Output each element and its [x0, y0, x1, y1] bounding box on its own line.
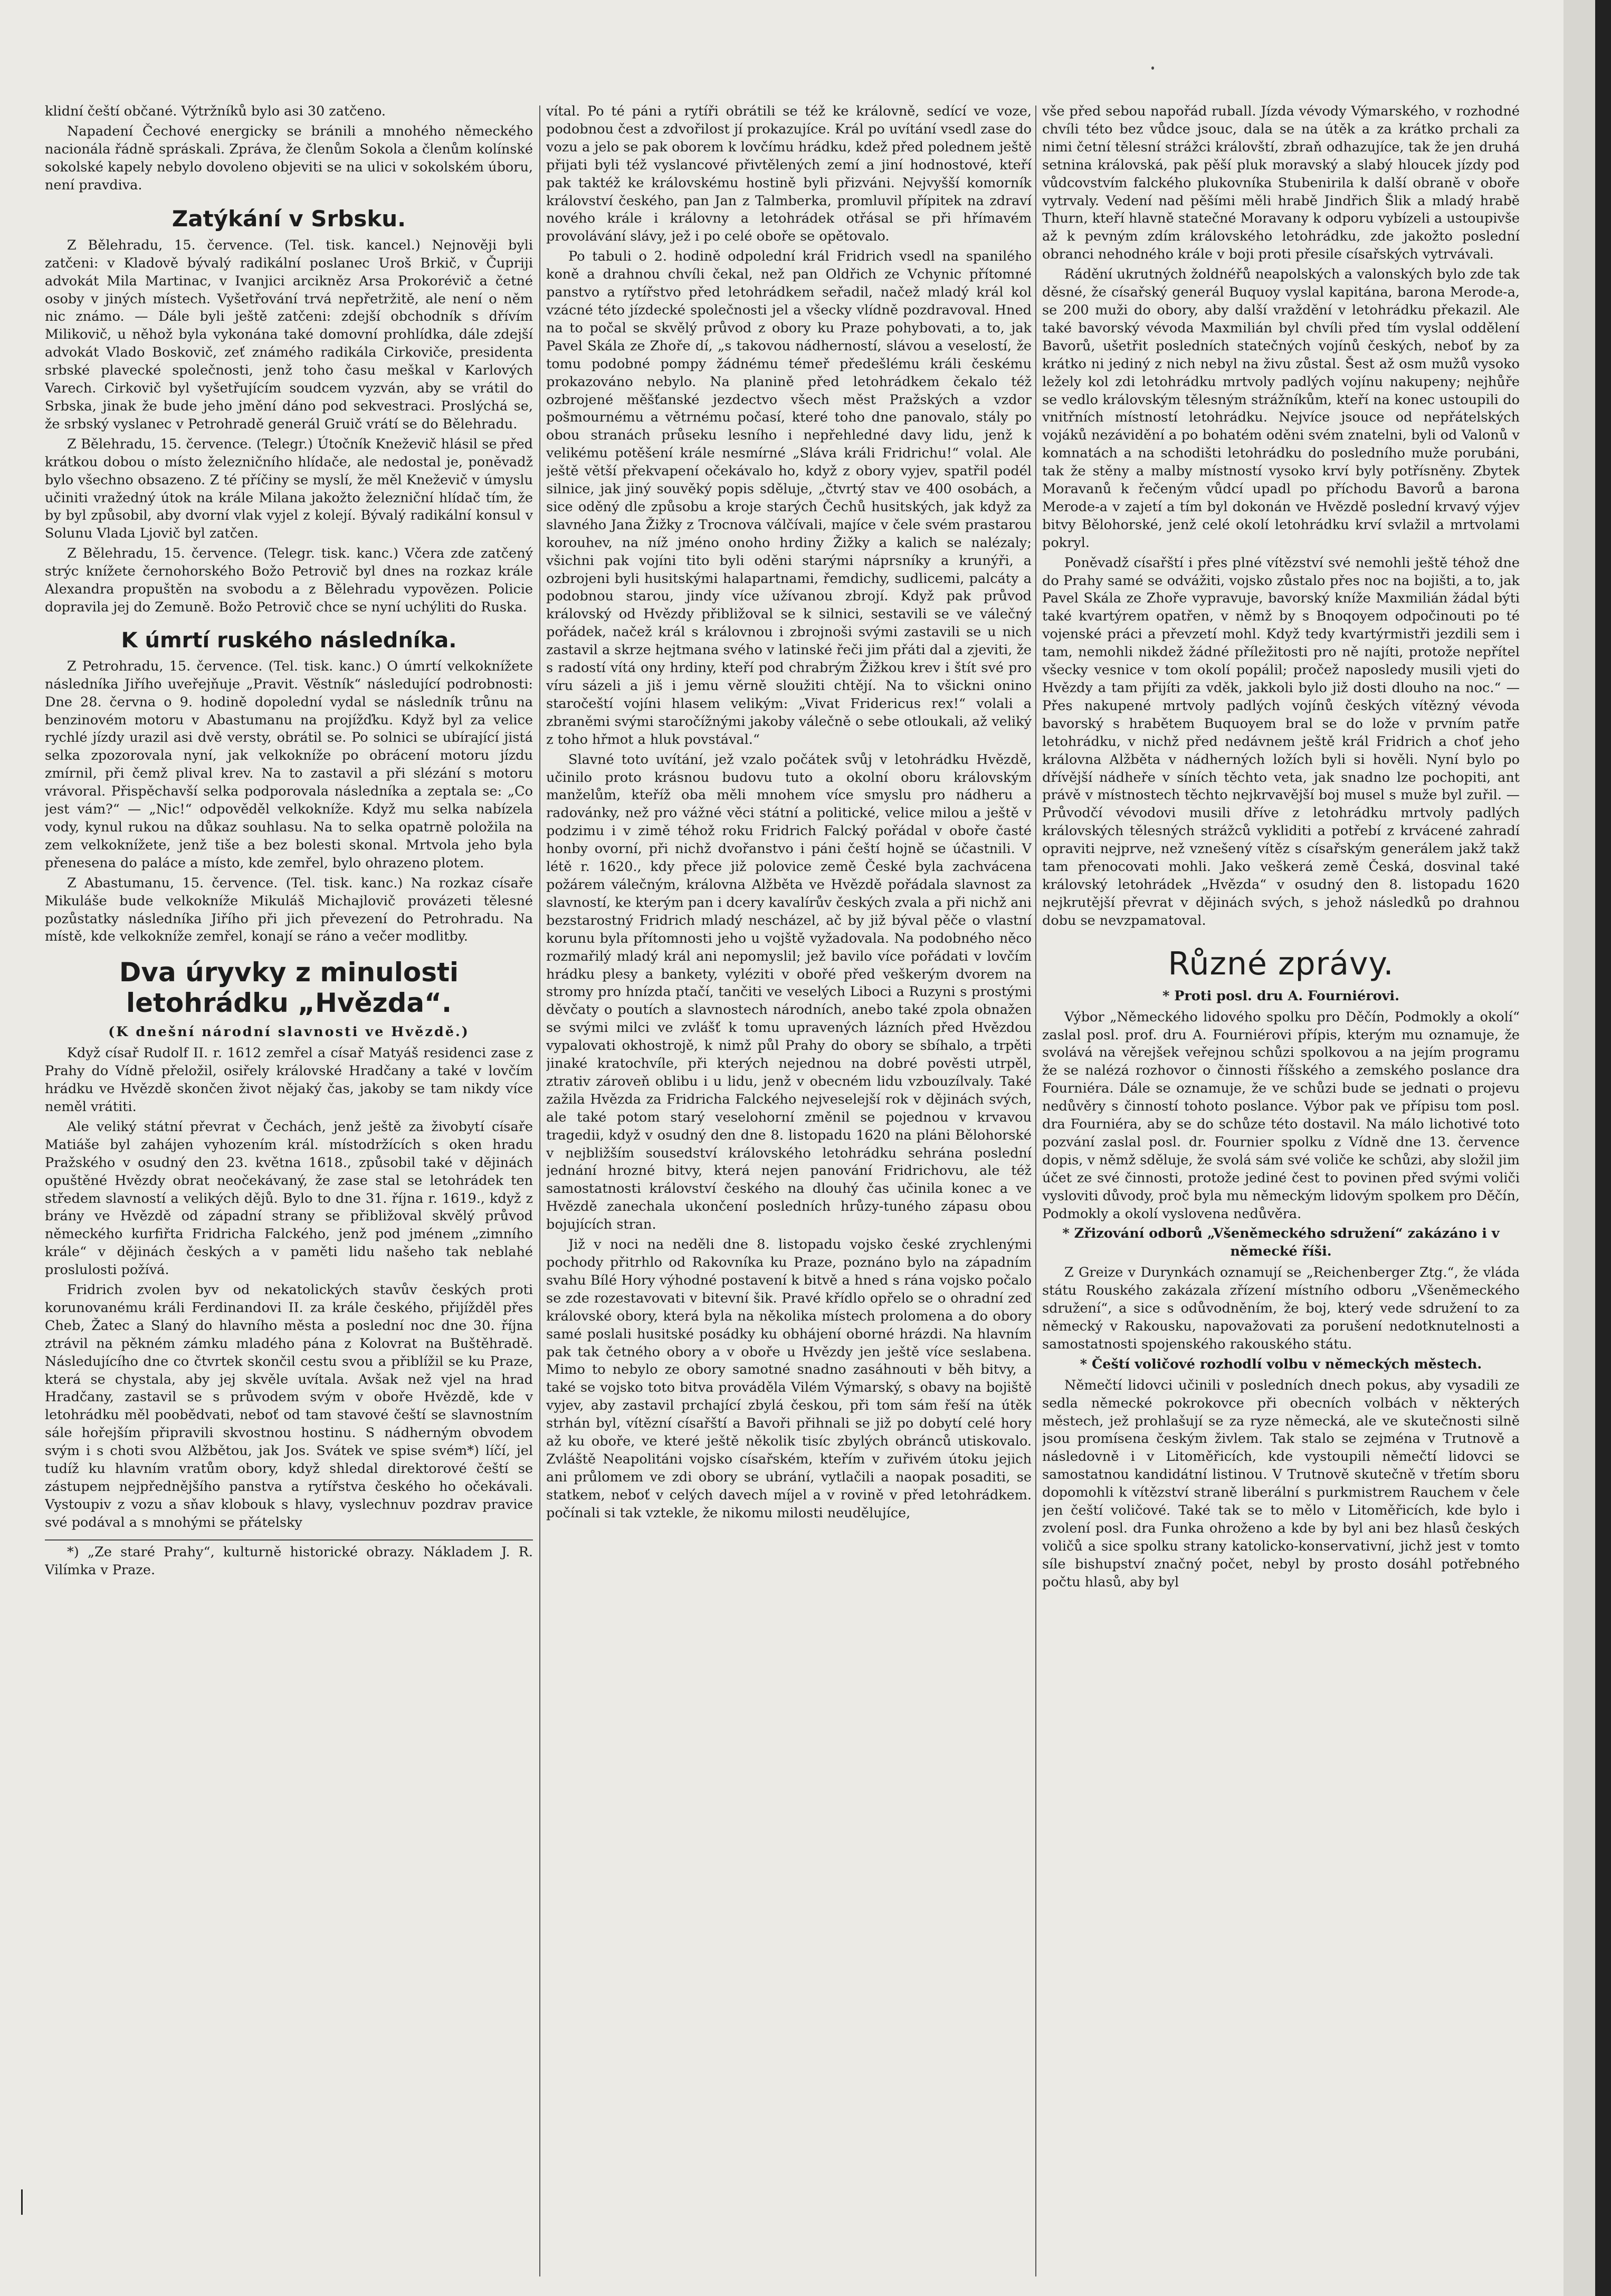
article-text: Po tabuli o 2. hodině odpolední král Fridrich vsedl na spanilého koně a drahnou chvíli čekal, než pan Oldřich ze Vchynic přítomné panstvo a rytířstvo před letohrádkem seřadil, načež mladý král kol vzácné této jízdecké společnosti jel a všecky vlídně pozdravoval. Hned na to počal se skvělý průvod z obory ku Praze pohybovati, a to, jak Pavel Skála ze Zhoře dí, „s takovou nádherností, slávou a veselostí, že tomu podobné pompy žádnému témeř předešlému králi českému prokazováno nebylo. Na planině před letohrádkem čekalo též ozbrojené měšťanské jezdectvo všech měst Pražských a vzdor pošmournému a větrnému počasí, které toho dne panovalo, stály po obou stranách průseku lesního i nepřehledné davy lidu, jenž k velikému potěšení krále nesmírné „Sláva králi Fridrichu!“ volal. Ale ještě větší překvapení očekávalo ho, když z obory vyjev, spatřil podél silnice, jak jiný souvěký popis sděluje, „čtvrtý stav ve 400 osobách, a sice oděný dle způsobu a kroje starých Čechů husitských, jak když za slavného Jana Žižky z Trocnova válčívali, majíce v čele svém prastarou korouhev, na níž jméno onoho hrdiny Žižky a kalich se nalézaly; všichni pak vojíni tito byli oděni starými náprsníky a krunýři, a ozbrojeni byli husitskými halapartnami, řemdichy, sudlicemi, palcáty a podobnou starou, jindy více užívanou zbrojí. Když pak průvod královský od Hvězdy přibližoval se k silnici, sestavili se ve válečný pořádek, načež král s královnou i zbrojnoši svými zastavili se u nich zastavil a skrze hejtmana svého v latinské řeči jim přáti dal a zjeviti, že s radostí vítá ony hrdiny, kteří pod chrabrým Žižkou krev i štít své pro víru sázeli a jiš i jemu věrně sloužiti chtějí. Na to všickni onino staročeští vojíni hlasem velikým: „Vivat Fridericus rex!“ volali a zbraněmi svými staročížnými jakoby válečně o sebe otloukali, až veliký z toho hřmot a hluk povstával.“: [546, 248, 1032, 748]
news-headline: * Čeští voličové rozhodlí volbu v německých městech.: [1080, 1356, 1482, 1372]
print-speck: [1151, 66, 1154, 70]
headline-arrests-serbia: Zatýkání v Srbsku.: [171, 205, 406, 232]
article-text: Z Petrohradu, 15. července. (Tel. tisk. kanc.) O úmrtí velkoknížete následníka Jiřího uveřejňuje „Pravit. Věstník“ následující podrobnosti: Dne 28. června o 9. hodině dopolední vydal se následník trůnu na benzinovém motoru v Abastumanu na projížďku. Když byl za velice rychlé jízdy urazil asi dvě versty, obrátil se. Po solnici se ubírající jistá selka zpozorovala nyní, jak velkokníže po obrácení motoru jízdu zmírnil, při čemž plival krev. Na to zastavil a při slézání s motoru vrávoral. Přispěchavší selka podporovala následníka a zeptala se: „Co jest vám?“ — „Nic!“ odpověděl velkokníže. Když mu selka nabízela vody, kynul rukou na důkaz souhlasu. Na to selka opatrně položila na zem velkoknížete, jenž tiše a bez bolesti skonal. Mrtvola jeho byla přenesena do paláce a místo, kde zemřel, bylo ohrazeno plotem.: [45, 658, 533, 871]
article-text: klidní čeští občané. Výtržníků bylo asi 30 zatčeno.: [45, 103, 386, 119]
article-subtitle: (K dnešní národní slavnosti ve Hvězdě.): [108, 1024, 470, 1040]
article-text: Již v noci na neděli dne 8. listopadu vojsko české zrychlenými pochody přitrhlo od Rakovníka ku Praze, poznáno bylo na západním svahu Bílé Hory výhodné postavení k bitvě a hned s rána vojsko počalo se zde rozestavovati v bitevní šik. Pravé křídlo opřelo se o ohradní zeď královské obory, která byla na několika místech prolomena a do obory samé poslali husitské posádky ku obhájení oborné hrázdi. Na hlavním pak tak četného obory a v oboře u Hvězdy jen ještě více seslabena. Mimo to nebylo ze obory samotné snadno zasáhnouti v běh bitvy, a také se vojsko toto bitva prováděla Vilém Výmarský, s obavy na bojiště vyjev, aby zastavil prchající zbylá českou, při tom sám řeší na útěk strhán byl, vítězní císařští a Bavoři přihnali se již po dobytí celé hory až ku oboře, ve které ještě několik tisíc zbylých obránců utiskovalo. Zvláště Neapolitáni vojsko císařském, kteřím v zuřivém útoku jejich ani průlomem ve zdi obory se ubrání, vytlačili a naopak posaditi, se statkem, neboť v celých davech míjel a v rovině v před letohrádkem. počínali si tak vztekle, že nikomu milosti neudělujíce,: [546, 1237, 1032, 1521]
column-rule: [1035, 106, 1036, 2276]
article-text: Z Greize v Durynkách oznamují se „Reichenberger Ztg.“, že vláda státu Rouského zakázala zřízení místního odboru „Všeněmeckého sdružení“, a sice s odůvodněním, že boj, který vede sdružení to za německý v Rakousku, napovažovati za porušení nedotknutelnosti a samostatnosti spojenského rakouského státu.: [1042, 1265, 1520, 1352]
news-headline: * Proti posl. dru A. Fourniérovi.: [1162, 988, 1399, 1004]
article-text: Slavné toto uvítání, jež vzalo počátek svůj v letohrádku Hvězdě, učinilo proto krásnou budovu tuto a okolní oboru královským manželům, kteříž oba měli mnohem více smyslu pro nádheru a radovánky, než pro vážné věci státní a politické, velice milou a ještě v podzimu i v zimě téhož roku Fridrich Falcký pořádal v oboře časté honby ovorní, při nichž dvořanstvo i páni čeští hojně se účastnili. V létě r. 1620., kdy přece již polovice země České byla zachvácena požárem válečným, královna Alžběta ve Hvězdě pořádala slavnost za slavností, ke kterým pan i dcery kavalírův českých zvala a při nichž ani bezstarostný Fridrich mladý nescházel, ač by již býval pěče o vlastní korunu byla přítomnosti jeho u vojště vyžadovala. Na podobného něco rozmařilý mladý král ani nepomyslil; jež bavilo více pořádati v lovčím hrádku plesy a bankety, vyléziti v obořé před veškerým dvorem na stromy pro hnízda ptačí, tančiti ve veselých Liboci a Ruzyni s prostými děvčaty o poutích a slavnostech národních, anebo také zpola obnažen se svými milci ve zvlášť k tomu upravených lázních před Hvězdou vypalovati okhostrojě, k nimž půl Prahy do obory se sbíhalo, a trpěti jinaké kratochvíle, při kterých nejednou na dobré pověsti utrpěl, ztrativ zároveň oblibu i u lidu, jenž v obecném lidu vzbouzílvaly. Také zažila Hvězda za Fridricha Falckého nejveselejší rok v dějinách svých, ale také potom starý veselohorní změnil se pojednou v krvavou tragedii, když v osudný den dne 8. listopadu 1620 na pláni Bělohorské v nejbližším sousedství královského letohrádku sehrána poslední jednání hrozné bitvy, která nejen panování Fridrichovu, ale též samostatnosti království českého na dlouhý čas učinila konec a ve Hvězdě zanechala ukončení posledních hrůzy-tuného zápasu obou bojujících stran.: [546, 751, 1032, 1233]
article-text: Z Bělehradu, 15. července. (Telegr. tisk. kanc.) Včera zde zatčený strýc knížete černohorského Božo Petrovič byl dnes na rozkaz krále Alexandra propuštěn na svobodu a z Bělehradu vypovězen. Policie dopravila jej do Zemuně. Božo Petrovič chce se nyní uchýliti do Ruska.: [45, 546, 533, 615]
article-text: Napadení Čechové energicky se bránili a mnohého německého nacionála řádně spráskali. Zpráva, že členům Sokola a členům kolínské sokolské kapely nebylo dovoleno objeviti se na ulici v sokolském úboru, není pravdiva.: [45, 123, 533, 193]
article-text: Fridrich zvolen byv od nekatolických stavův českých proti korunovanému králi Ferdinandovi II. za krále českého, přijížděl přes Cheb, Žatec a Slaný do hlavního města a poslední noc dne 30. října ztrávil na pěkném zámku mladého pána z Kolovrat na Buštěhradě. Následujícího dne co čtvrtek skončil cestu svou a přiblížil se ku Praze, která se chystala, aby jej skvěle uvítala. Avšak než vjel na hrad Hradčany, zastavil se s průvodem svým v oboře Hvězdě, kde v letohrádku měl poobědvati, neboť od tam stavové čeští se slavnostním sále hořejším připravili skvostnou hostinu. S nádherným obvodem svým i s choti svou Alžbětou, jak Jos. Svátek ve spise svém*) líčí, jel tudíž ku hlavním vratům obory, když shledal direktorové čeští se zástupem nejpřednějšího panstva a rytířstva českého ho očekávali. Vystoupiv z vozu a sňav klobouk s hlavy, vyslechnuv pozdrav pravice své podával a s mnohými se přátelsky: [45, 1282, 533, 1530]
footnote: *) „Ze staré Prahy“, kulturně historické obrazy. Nákladem J. R. Vilímka v Praze.: [45, 1539, 533, 1580]
article-text: Němečtí lidovci učinili v posledních dnech pokus, aby vysadili ze sedla německé pokrokovce při obecních volbách v některých městech, jež prohlašují se za ryze německá, ale ve skutečnosti silně jsou promísena českým živlem. Tak stalo se zejména v Trutnově a následovně i v Litoměřicích, kde vystoupili němečtí lidovci se samostatnou kandidátní listinou. V Trutnově skutečně v třetím sboru dopomohli k vítězství straně liberální s purkmistrem Rauchem v čele jen čeští voličové. Také tak se to mělo v Litoměřicích, kde bylo i zvolení posl. dra Funka ohroženo a kde by byl ani bez hlasů českých voličů a sice spolku strany katolicko-konservativní, jichž jest v tomto síle bishupství značný počet, nebyl by prosto dosáhl potřebného počtu hlasů, aby byl: [1042, 1377, 1520, 1590]
article-text: Ale veliký státní převrat v Čechách, jenž ještě za živobytí císaře Matiáše byl zahájen vyhozením král. místodržících s oken hradu Pražského v osudný den 23. května 1618., způsobil také v dějinách opuštěné Hvězdy obrat neočekávaný, že zase stal se letohrádek ten středem slavností a velikých dějů. Bylo to dne 31. října r. 1619., když z brány ve Hvězdě od západní strany se přibližoval skvělý průvod německého kurfiřta Fridricha Falckého, jenž pod jménem „zimního krále“ v dějinách českých a v paměti lidu našeho tak neblahé proslulosti požívá.: [45, 1118, 533, 1278]
article-text: vítal. Po té páni a rytíři obrátili se též ke královně, sedící ve voze, podobnou čest a zdvořilost jí prokazujíce. Král po uvítání vsedl zase do vozu a jelo se pak oborem k lovčímu hrádku, kdež před polednem ještě přijati byli též vyslancové přivtělených zemí a jiní hodnostové, kteří pak taktéž ke královskému hostině byli přizváni. Nejvyšší komorník království českého, pan Jan z Talmberka, promluvil přípitek na zdraví nového krále i královny a letohrádek otřásal se při hřímavém provolávání slávy, jež i po celé oboře se opětovalo.: [546, 103, 1032, 245]
scan-edge: [1595, 0, 1611, 2296]
column-1: [45, 103, 533, 2282]
article-text: Rádění ukrutných žoldnéřů neapolských a valonských bylo zde tak děsné, že císařský generál Buquoy vyslal kapitána, barona Merode-a, se 200 muži do obory, aby další vraždění v letohrádku překazil. Ale také bavorský vévoda Maxmilián byl chvíli před tím vyslal oddělení Bavorů, ušetřit posledních statečných vojínů českých, neboť by za krátko ni jediný z nich nebyl na živu zůstal. Šest až osm mužů vysoko ležely kol zdi letohrádku mrtvoly padlých vojínu nakupeny; nejhůře se vedlo královským tělesným strážníkům, kteří na konec ustoupili do vnitřních místností letohrádku. Nejvíce jsouce od nepřátelských vojáků nezávidění a po bohatém oděni svém znatelni, byli od Valonů v komnatách a na schodišti letohrádku do posledního muže porubáni, tak že stěny a malby místností vysoko krví byly potřísněny. Zbytek Moravanů k řečeným vůdcí upadl po příchodu Bavorů a barona Merode-a v zajetí a tím byl dokonán ve Hvězdě poslední krvavý výjev bitvy Bělohorské, jenž celé okolí letohrádku krví svlažil a mrtvolami pokryl.: [1042, 266, 1520, 551]
article-text: Výbor „Německého lidového spolku pro Děčín, Podmokly a okolí“ zaslal posl. prof. dru A. Fourniérovi přípis, kterým mu oznamuje, že svolává na věrejšek veřejnou schůzi spolkovou a na jejím programu že se nalézá rozhovor o činnosti říšského a zemského poslance dra Fourniéra. Dále se oznamuje, že ve schůzi bude se jednati o projevu nedůvěry s činností tohoto poslance. Výbor pak ve přípisu tom posl. dra Fourniéra, aby se do schůze této dostavil. Na málo lichotivé toto pozvání zaslal posl. dr. Fournier spolku z Vídně dne 13. července dopis, v němž sděluje, že svolá sám své voliče ke schůzi, aby složil jim účet ze své činnosti, protože jediné čest to povinen před svými voliči vysloviti důvody, proč byla mu německým lidovým spolkem pro Děčín, Podmokly a okolí vyslovena nedůvěra.: [1042, 1009, 1520, 1222]
column-2: [546, 103, 1032, 2282]
edge-mark: [21, 2189, 23, 2215]
article-text: Z Abastumanu, 15. července. (Tel. tisk. kanc.) Na rozkaz císaře Mikuláše bude velkokníže Mikuláš Michajlovič provázeti tělesné pozůstatky následníka Jiřího při jich převezení do Petrohradu. Na místě, kde velkokníže zemřel, konají se ráno a večer modlitby.: [45, 875, 533, 945]
article-text: Z Bělehradu, 15. července. (Telegr.) Útočník Kneževič hlásil se před krátkou dobou o místo železničního hlídače, ale nedostal je, poněvadž bylo všechno obsazeno. Z té příčiny se myslí, že měl Kneževič v úmyslu učiniti vražedný útok na krále Milana jakožto železniční hlídač tím, že by byl způsobil, aby dvorní vlak vyjel z kolejí. Bývalý radikální konsul v Solunu Vlada Ljovič byl zatčen.: [45, 436, 533, 542]
article-text: vše před sebou napořád ruball. Jízda vévody Výmarského, v rozhodné chvíli této bez vůdce jsouc, dala se na útěk a za krátko prchali za nimi četní tělesní strážci královští, zbraň odhazujíce, tak že jen druhá setnina královská, pak pěší pluk moravský a slabý hloucek jízdy pod vůdcovstvím falckého plukovníka Stubenirila k další obraně v oboře vytrvaly. Vedení nad pěšími měli hrabě Jindřich Šlik a mladý hrabě Thurn, kteří hlavně statečné Moravany k odporu vybízeli a ustoupivše až k pevným zdím královského letohrádku, zde jakožto poslední obranci nehodného krále v boji proti přesile císařských vytrvávali.: [1042, 103, 1520, 263]
article-text: Z Bělehradu, 15. července. (Tel. tisk. kancel.) Nejnověji byli zatčeni: v Kladově bývalý radikální poslanec Uroš Brkič, v Čupriji advokát Mila Martinac, v Ivanjici arcikněz Arsa Prokorévič a četné osoby v jiných místech. Vyšetřování trvá nepřetržitě, ale není o něm nic známo. — Dále byli ještě zatčeni: zdejší obchodník s dřívím Milikovič, u něhož byla vykonána také domovní prohlídka, dále zdejší advokát Vlado Boskovič, zeť známého radikála Cirkoviče, presidenta srbské plavecké společnosti, jenž toho času meškal v Karlových Varech. Cirkovič byl vyšetřujícím soudcem vyzván, aby se vrátil do Srbska, jinak že bude jeho jmění dáno pod sekvestraci. Proslýchá se, že srbský vyslanec v Petrohradě generál Gruič vrátí se do Bělehradu.: [45, 237, 533, 432]
headline-hvezda: Dva úryvky z minulosti letohrádku „Hvězda“.: [119, 957, 459, 1018]
headline-russian-heir: K úmrtí ruského následníka.: [121, 628, 457, 653]
scan-margin: [1564, 0, 1595, 2296]
column-3: [1042, 103, 1520, 2282]
section-heading: Různé zprávy.: [1168, 945, 1394, 982]
column-rule: [539, 106, 540, 2276]
news-headline: * Zřizování odborů „Všeněmeckého sdružení“ zakázáno i v německé říši.: [1062, 1226, 1500, 1260]
article-text: Když císař Rudolf II. r. 1612 zemřel a císař Matyáš residenci zase z Prahy do Vídně přeložil, osiřely královské Hradčany a také v lovčím hrádku ve Hvězdě skončen život nějaký čas, jakoby se tam nikdy více neměl vrátiti.: [45, 1045, 533, 1115]
article-text: Poněvadž císařští i přes plné vítězství své nemohli ještě téhož dne do Prahy samé se odvážiti, vojsko zůstalo přes noc na bojišti, a to, jak Pavel Skála ze Zhoře vypravuje, bavorský kníže Maxmilián žádal býti také kvartýrem opatřen, v němž by s Bnoqoyem odpočinouti po té vojenské práci a převzetí mohl. Když tedy kvartýrmistři jezdili sem i tam, nemohli nikdež žádné příležitosti pro ně najíti, protože nepřítel všecky vesnice v tom okolí popálil; pročež naposledy musili vjeti do Hvězdy a tam přijíti za vděk, jakkoli bylo již dosti dlouho na noc.“ — Přes nakupené mrtvoly padlých vojínů českých vítězný vévoda bavorský s hrabětem Buquoyem bral se do lože v prvním patře letohrádku, v nichž před nedávnem ještě král Fridrich a choť jeho královna Alžběta v nádherných ložích byli si hověli. Nyní bylo po dřívější nádheře v síních těchto veta, jak snadno lze pochopiti, ant právě v místnostech těchto nejkrvavější boj musel s muže byl zuřil. — Průvodčí vévodovi musili dříve z letohrádku mrtvoly padlých královských tělesných strážců vykliditi a potřebí z krvácené zahradí opraviti nejprve, než vznešený vítěz s císařským generálem jakž takž tam přenocovati mohli. Jako veškerá země Česká, dosvinal také královský letohrádek „Hvězda“ v osudný den 8. listopadu 1620 nejkrutější převrat v dějinách svých, s jehož následků po drahnou dobu se nevzpamatoval.: [1042, 554, 1520, 929]
